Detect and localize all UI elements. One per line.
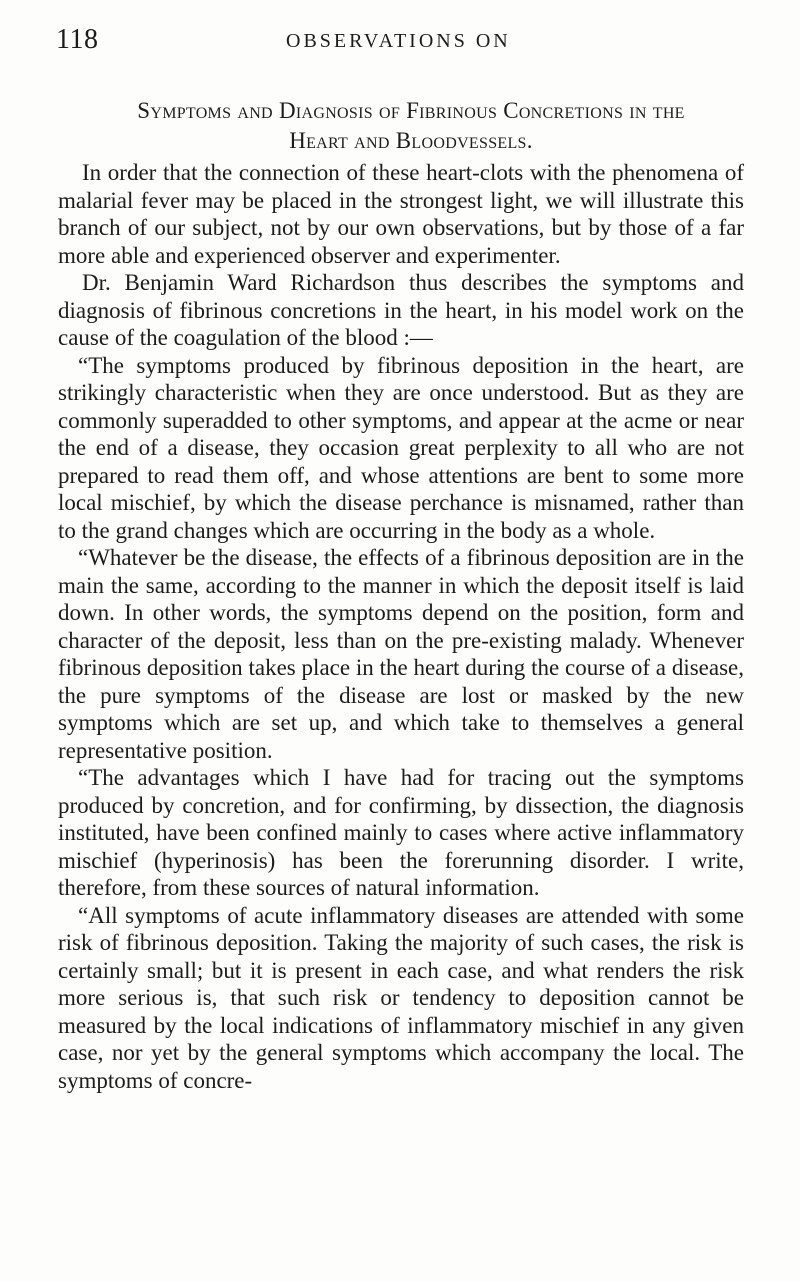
paragraph-quote-all-symptoms: “All symptoms of acute inflammatory diseases are attended with some risk of fibrinous deposition. Taking the majority of such cases, the risk is certainly small; but it is present in each case, and what renders the risk more serious is, that such risk or tendency to deposition cannot be measured by the local indications of inflammatory mischief in any given case, nor yet by the general symptoms which accompany the local. The symptoms of concre- [58, 902, 744, 1093]
section-heading [86, 96, 736, 156]
page-number: 118 [56, 24, 99, 55]
paragraph-richardson-intro: Dr. Benjamin Ward Richardson thus describes the symptoms and diagnosis of fibrinous concretions in the heart, in his model work on the cause of the coagulation of the blood :— [58, 270, 744, 350]
paragraph-quote-whatever: “Whatever be the disease, the effects of a fibrinous deposition are in the main the same, according to the manner in which the deposit itself is laid down. In other words, the symptoms depend on the position, form and character of the deposit, less than on the pre-existing malady. Whenever fibrinous deposition takes place in the heart during the course of a disease, the pure symptoms of the disease are lost or masked by the new symptoms which are set up, and which take to themselves a general representative position. [58, 545, 744, 763]
section-heading-line-1: Symptoms and Diagnosis of Fibrinous Concretions in the [137, 98, 685, 123]
section-heading-line-2: Heart and Bloodvessels. [289, 128, 533, 153]
body-text [58, 159, 744, 1094]
running-title: OBSERVATIONS ON [286, 30, 511, 52]
paragraph-intro: In order that the connection of these heart-clots with the phenomena of malarial fever may be placed in the strongest light, we will illustrate this branch of our subject, not by our own observations, but by those of a far more able and experienced observer and experimenter. [58, 160, 744, 268]
running-head [56, 24, 712, 64]
paragraph-quote-advantages: “The advantages which I have had for tracing out the symptoms produced by concretion, and for confirming, by dissection, the diagnosis instituted, have been confined mainly to cases where active inflammatory mischief (hyperinosis) has been the forerunning disorder. I write, therefore, from these sources of natural information. [58, 765, 744, 900]
paragraph-quote-symptoms: “The symptoms produced by fibrinous deposition in the heart, are strikingly characteristic when they are once understood. But as they are commonly superadded to other symptoms, and appear at the acme or near the end of a disease, they occasion great perplexity to all who are not prepared to read them off, and whose attentions are bent to some more local mischief, by which the disease perchance is misnamed, rather than to the grand changes which are occurring in the body as a whole. [58, 352, 744, 543]
